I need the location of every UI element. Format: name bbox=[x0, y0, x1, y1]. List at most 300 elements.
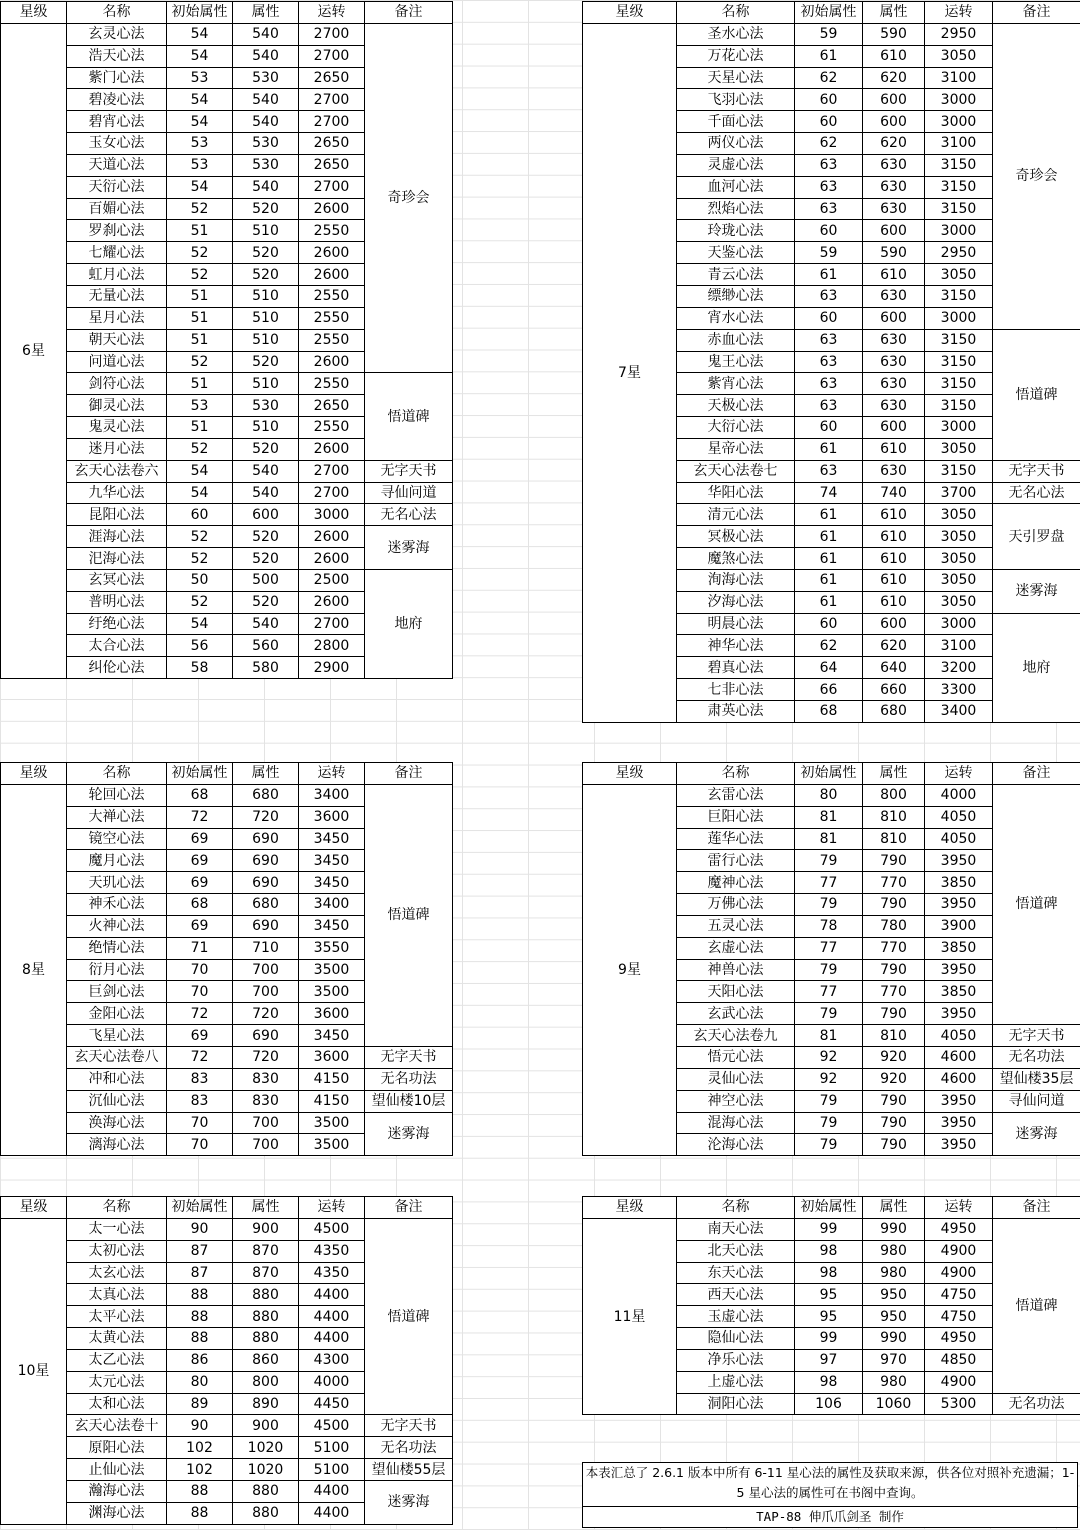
operation-cell: 4000 bbox=[299, 1371, 365, 1393]
base-attr-cell: 53 bbox=[167, 154, 233, 176]
column-header: 初始属性 bbox=[167, 763, 233, 785]
technique-name-cell: 洵海心法 bbox=[677, 569, 795, 591]
column-header: 属性 bbox=[863, 2, 925, 24]
column-header: 运转 bbox=[299, 763, 365, 785]
base-attr-cell: 63 bbox=[795, 198, 863, 220]
operation-cell: 5100 bbox=[299, 1437, 365, 1459]
technique-name-cell: 灵虚心法 bbox=[677, 154, 795, 176]
technique-name-cell: 千面心法 bbox=[677, 111, 795, 133]
operation-cell: 2550 bbox=[299, 220, 365, 242]
technique-name-cell: 迷月心法 bbox=[67, 438, 167, 460]
column-header: 备注 bbox=[365, 763, 453, 785]
attr-cell: 860 bbox=[233, 1349, 299, 1371]
technique-name-cell: 天鉴心法 bbox=[677, 242, 795, 264]
column-header: 属性 bbox=[863, 1197, 925, 1219]
base-attr-cell: 87 bbox=[167, 1262, 233, 1284]
technique-name-cell: 涣海心法 bbox=[67, 1112, 167, 1134]
operation-cell: 3600 bbox=[299, 1003, 365, 1025]
attr-cell: 880 bbox=[233, 1502, 299, 1524]
technique-name-cell: 神华心法 bbox=[677, 635, 795, 657]
base-attr-cell: 88 bbox=[167, 1328, 233, 1350]
attr-cell: 680 bbox=[233, 784, 299, 806]
attr-cell: 610 bbox=[863, 569, 925, 591]
table-row bbox=[1, 1068, 453, 1090]
base-attr-cell: 51 bbox=[167, 373, 233, 395]
base-attr-cell: 60 bbox=[795, 89, 863, 111]
source-note-cell: 无字天书 bbox=[365, 460, 453, 482]
technique-name-cell: 朝天心法 bbox=[67, 329, 167, 351]
attr-cell: 560 bbox=[233, 635, 299, 657]
base-attr-cell: 52 bbox=[167, 591, 233, 613]
operation-cell: 3450 bbox=[299, 1025, 365, 1047]
base-attr-cell: 71 bbox=[167, 937, 233, 959]
base-attr-cell: 51 bbox=[167, 220, 233, 242]
base-attr-cell: 79 bbox=[795, 959, 863, 981]
base-attr-cell: 63 bbox=[795, 176, 863, 198]
base-attr-cell: 99 bbox=[795, 1328, 863, 1350]
base-attr-cell: 63 bbox=[795, 395, 863, 417]
table-row bbox=[583, 784, 1080, 806]
star-level-cell: 6星 bbox=[1, 23, 67, 678]
operation-cell: 4350 bbox=[299, 1240, 365, 1262]
source-note-cell: 无字天书 bbox=[365, 1415, 453, 1437]
attr-cell: 700 bbox=[233, 1112, 299, 1134]
operation-cell: 3050 bbox=[925, 438, 993, 460]
operation-cell: 4150 bbox=[299, 1090, 365, 1112]
base-attr-cell: 81 bbox=[795, 1025, 863, 1047]
attr-cell: 900 bbox=[233, 1218, 299, 1240]
source-note-cell: 无名功法 bbox=[993, 1393, 1080, 1415]
source-note-cell: 迷雾海 bbox=[365, 526, 453, 570]
base-attr-cell: 74 bbox=[795, 482, 863, 504]
operation-cell: 2550 bbox=[299, 417, 365, 439]
technique-name-cell: 止仙心法 bbox=[67, 1459, 167, 1481]
attr-cell: 620 bbox=[863, 133, 925, 155]
attr-cell: 510 bbox=[233, 307, 299, 329]
star-level-cell: 11星 bbox=[583, 1218, 677, 1415]
operation-cell: 4750 bbox=[925, 1284, 993, 1306]
base-attr-cell: 54 bbox=[167, 482, 233, 504]
footnote-credit: TAP-88 伸爪爪剑圣 制作 bbox=[582, 1506, 1078, 1528]
operation-cell: 3400 bbox=[299, 894, 365, 916]
attr-cell: 530 bbox=[233, 154, 299, 176]
technique-name-cell: 圣水心法 bbox=[677, 23, 795, 45]
technique-name-cell: 五灵心法 bbox=[677, 915, 795, 937]
operation-cell: 3850 bbox=[925, 872, 993, 894]
base-attr-cell: 80 bbox=[795, 784, 863, 806]
table-row bbox=[1, 1046, 453, 1068]
attr-cell: 870 bbox=[233, 1240, 299, 1262]
operation-cell: 4050 bbox=[925, 828, 993, 850]
base-attr-cell: 68 bbox=[795, 701, 863, 723]
base-attr-cell: 60 bbox=[795, 111, 863, 133]
attr-cell: 700 bbox=[233, 959, 299, 981]
operation-cell: 3950 bbox=[925, 850, 993, 872]
operation-cell: 3500 bbox=[299, 981, 365, 1003]
base-attr-cell: 51 bbox=[167, 329, 233, 351]
technique-name-cell: 北天心法 bbox=[677, 1240, 795, 1262]
attr-cell: 600 bbox=[863, 89, 925, 111]
attr-cell: 520 bbox=[233, 526, 299, 548]
column-header: 属性 bbox=[233, 2, 299, 24]
technique-name-cell: 衍月心法 bbox=[67, 959, 167, 981]
technique-name-cell: 瀚海心法 bbox=[67, 1480, 167, 1502]
technique-name-cell: 缥缈心法 bbox=[677, 285, 795, 307]
operation-cell: 3450 bbox=[299, 872, 365, 894]
header-row bbox=[583, 1197, 1080, 1219]
operation-cell: 3950 bbox=[925, 1112, 993, 1134]
attr-cell: 780 bbox=[863, 915, 925, 937]
technique-name-cell: 天阳心法 bbox=[677, 981, 795, 1003]
technique-name-cell: 上虚心法 bbox=[677, 1371, 795, 1393]
operation-cell: 3150 bbox=[925, 329, 993, 351]
technique-name-cell: 太乙心法 bbox=[67, 1349, 167, 1371]
base-attr-cell: 62 bbox=[795, 635, 863, 657]
base-attr-cell: 78 bbox=[795, 915, 863, 937]
source-note-cell: 无名功法 bbox=[365, 1437, 453, 1459]
operation-cell: 4900 bbox=[925, 1240, 993, 1262]
star-table-8 bbox=[0, 762, 453, 1156]
base-attr-cell: 81 bbox=[795, 828, 863, 850]
technique-name-cell: 轮回心法 bbox=[67, 784, 167, 806]
operation-cell: 2650 bbox=[299, 67, 365, 89]
operation-cell: 2550 bbox=[299, 329, 365, 351]
attr-cell: 980 bbox=[863, 1240, 925, 1262]
technique-name-cell: 绝情心法 bbox=[67, 937, 167, 959]
technique-name-cell: 星帝心法 bbox=[677, 438, 795, 460]
base-attr-cell: 61 bbox=[795, 264, 863, 286]
base-attr-cell: 79 bbox=[795, 1134, 863, 1156]
column-header: 星级 bbox=[1, 2, 67, 24]
column-header: 属性 bbox=[863, 763, 925, 785]
base-attr-cell: 61 bbox=[795, 526, 863, 548]
technique-name-cell: 玉虚心法 bbox=[677, 1306, 795, 1328]
operation-cell: 3450 bbox=[299, 828, 365, 850]
operation-cell: 3000 bbox=[925, 111, 993, 133]
source-note-cell: 无字天书 bbox=[993, 1025, 1080, 1047]
base-attr-cell: 72 bbox=[167, 1003, 233, 1025]
operation-cell: 2700 bbox=[299, 89, 365, 111]
operation-cell: 3150 bbox=[925, 154, 993, 176]
attr-cell: 790 bbox=[863, 1112, 925, 1134]
technique-name-cell: 碧真心法 bbox=[677, 657, 795, 679]
operation-cell: 3700 bbox=[925, 482, 993, 504]
attr-cell: 600 bbox=[863, 307, 925, 329]
attr-cell: 610 bbox=[863, 526, 925, 548]
star-table-7 bbox=[582, 1, 1080, 723]
table-row bbox=[1, 526, 453, 548]
technique-name-cell: 无量心法 bbox=[67, 285, 167, 307]
technique-name-cell: 青云心法 bbox=[677, 264, 795, 286]
attr-cell: 770 bbox=[863, 872, 925, 894]
base-attr-cell: 66 bbox=[795, 679, 863, 701]
base-attr-cell: 92 bbox=[795, 1046, 863, 1068]
attr-cell: 900 bbox=[233, 1415, 299, 1437]
attr-cell: 630 bbox=[863, 176, 925, 198]
operation-cell: 2700 bbox=[299, 23, 365, 45]
header-row bbox=[1, 2, 453, 24]
base-attr-cell: 56 bbox=[167, 635, 233, 657]
operation-cell: 3500 bbox=[299, 1112, 365, 1134]
attr-cell: 700 bbox=[233, 981, 299, 1003]
base-attr-cell: 62 bbox=[795, 133, 863, 155]
technique-name-cell: 太和心法 bbox=[67, 1393, 167, 1415]
source-note-cell: 迷雾海 bbox=[993, 569, 1080, 613]
technique-name-cell: 天星心法 bbox=[677, 67, 795, 89]
operation-cell: 3950 bbox=[925, 1134, 993, 1156]
header-row bbox=[583, 2, 1080, 24]
technique-name-cell: 玄雷心法 bbox=[677, 784, 795, 806]
technique-name-cell: 漓海心法 bbox=[67, 1134, 167, 1156]
attr-cell: 810 bbox=[863, 828, 925, 850]
attr-cell: 990 bbox=[863, 1218, 925, 1240]
operation-cell: 3000 bbox=[925, 417, 993, 439]
technique-name-cell: 大禅心法 bbox=[67, 806, 167, 828]
technique-name-cell: 普明心法 bbox=[67, 591, 167, 613]
base-attr-cell: 51 bbox=[167, 417, 233, 439]
technique-name-cell: 玄天心法卷七 bbox=[677, 460, 795, 482]
footnote-text: 本表汇总了 2.6.1 版本中所有 6-11 星心法的属性及获取来源，供各位对照补充遗漏；1-5 星心法的属性可在书阁中查询。 bbox=[582, 1462, 1078, 1507]
base-attr-cell: 79 bbox=[795, 850, 863, 872]
technique-name-cell: 飞羽心法 bbox=[677, 89, 795, 111]
technique-name-cell: 紫门心法 bbox=[67, 67, 167, 89]
technique-name-cell: 太玄心法 bbox=[67, 1262, 167, 1284]
header-row bbox=[1, 1197, 453, 1219]
attr-cell: 630 bbox=[863, 373, 925, 395]
attr-cell: 950 bbox=[863, 1284, 925, 1306]
base-attr-cell: 79 bbox=[795, 1003, 863, 1025]
base-attr-cell: 52 bbox=[167, 438, 233, 460]
attr-cell: 790 bbox=[863, 1090, 925, 1112]
source-note-cell: 悟道碑 bbox=[365, 373, 453, 460]
technique-name-cell: 鬼王心法 bbox=[677, 351, 795, 373]
operation-cell: 4750 bbox=[925, 1306, 993, 1328]
technique-name-cell: 问道心法 bbox=[67, 351, 167, 373]
operation-cell: 3300 bbox=[925, 679, 993, 701]
attr-cell: 610 bbox=[863, 438, 925, 460]
operation-cell: 3050 bbox=[925, 548, 993, 570]
attr-cell: 950 bbox=[863, 1306, 925, 1328]
attr-cell: 690 bbox=[233, 1025, 299, 1047]
base-attr-cell: 69 bbox=[167, 915, 233, 937]
attr-cell: 970 bbox=[863, 1349, 925, 1371]
operation-cell: 3150 bbox=[925, 198, 993, 220]
operation-cell: 3500 bbox=[299, 1134, 365, 1156]
table-row bbox=[1, 1218, 453, 1240]
attr-cell: 680 bbox=[233, 894, 299, 916]
technique-name-cell: 莲华心法 bbox=[677, 828, 795, 850]
operation-cell: 4400 bbox=[299, 1328, 365, 1350]
attr-cell: 520 bbox=[233, 242, 299, 264]
base-attr-cell: 52 bbox=[167, 198, 233, 220]
attr-cell: 610 bbox=[863, 45, 925, 67]
column-header: 备注 bbox=[365, 2, 453, 24]
technique-name-cell: 剑符心法 bbox=[67, 373, 167, 395]
technique-name-cell: 太初心法 bbox=[67, 1240, 167, 1262]
source-note-cell: 悟道碑 bbox=[365, 784, 453, 1046]
base-attr-cell: 77 bbox=[795, 981, 863, 1003]
technique-name-cell: 冥极心法 bbox=[677, 526, 795, 548]
attr-cell: 590 bbox=[863, 23, 925, 45]
column-header: 运转 bbox=[925, 1197, 993, 1219]
attr-cell: 690 bbox=[233, 850, 299, 872]
base-attr-cell: 54 bbox=[167, 89, 233, 111]
column-header: 名称 bbox=[677, 2, 795, 24]
base-attr-cell: 88 bbox=[167, 1306, 233, 1328]
source-note-cell: 悟道碑 bbox=[993, 329, 1080, 460]
operation-cell: 4350 bbox=[299, 1262, 365, 1284]
operation-cell: 5100 bbox=[299, 1459, 365, 1481]
attr-cell: 700 bbox=[233, 1134, 299, 1156]
attr-cell: 620 bbox=[863, 635, 925, 657]
source-note-cell: 无名功法 bbox=[365, 1068, 453, 1090]
attr-cell: 540 bbox=[233, 176, 299, 198]
attr-cell: 720 bbox=[233, 1003, 299, 1025]
technique-name-cell: 紫宵心法 bbox=[677, 373, 795, 395]
base-attr-cell: 63 bbox=[795, 373, 863, 395]
attr-cell: 610 bbox=[863, 504, 925, 526]
attr-cell: 740 bbox=[863, 482, 925, 504]
base-attr-cell: 63 bbox=[795, 329, 863, 351]
operation-cell: 4000 bbox=[925, 784, 993, 806]
base-attr-cell: 61 bbox=[795, 569, 863, 591]
base-attr-cell: 98 bbox=[795, 1262, 863, 1284]
attr-cell: 690 bbox=[233, 828, 299, 850]
operation-cell: 3000 bbox=[299, 504, 365, 526]
source-note-cell: 悟道碑 bbox=[993, 1218, 1080, 1393]
source-note-cell: 望仙楼10层 bbox=[365, 1090, 453, 1112]
operation-cell: 3600 bbox=[299, 1046, 365, 1068]
base-attr-cell: 59 bbox=[795, 242, 863, 264]
base-attr-cell: 60 bbox=[167, 504, 233, 526]
technique-name-cell: 火神心法 bbox=[67, 915, 167, 937]
technique-name-cell: 玄虚心法 bbox=[677, 937, 795, 959]
operation-cell: 4850 bbox=[925, 1349, 993, 1371]
column-header: 备注 bbox=[365, 1197, 453, 1219]
base-attr-cell: 58 bbox=[167, 657, 233, 679]
operation-cell: 4600 bbox=[925, 1068, 993, 1090]
base-attr-cell: 64 bbox=[795, 657, 863, 679]
attr-cell: 520 bbox=[233, 264, 299, 286]
attr-cell: 600 bbox=[233, 504, 299, 526]
attr-cell: 630 bbox=[863, 329, 925, 351]
attr-cell: 980 bbox=[863, 1371, 925, 1393]
attr-cell: 720 bbox=[233, 1046, 299, 1068]
base-attr-cell: 59 bbox=[795, 23, 863, 45]
column-header: 名称 bbox=[67, 763, 167, 785]
operation-cell: 3500 bbox=[299, 959, 365, 981]
technique-name-cell: 涯海心法 bbox=[67, 526, 167, 548]
table-row bbox=[1, 569, 453, 591]
source-note-cell: 无字天书 bbox=[993, 460, 1080, 482]
base-attr-cell: 61 bbox=[795, 591, 863, 613]
column-header: 备注 bbox=[993, 2, 1080, 24]
attr-cell: 790 bbox=[863, 959, 925, 981]
star-table-10 bbox=[0, 1196, 453, 1525]
attr-cell: 620 bbox=[863, 67, 925, 89]
operation-cell: 3600 bbox=[299, 806, 365, 828]
attr-cell: 520 bbox=[233, 351, 299, 373]
technique-name-cell: 太元心法 bbox=[67, 1371, 167, 1393]
attr-cell: 610 bbox=[863, 591, 925, 613]
operation-cell: 4600 bbox=[925, 1046, 993, 1068]
technique-name-cell: 飞星心法 bbox=[67, 1025, 167, 1047]
column-header: 运转 bbox=[299, 2, 365, 24]
operation-cell: 3950 bbox=[925, 894, 993, 916]
table-row bbox=[1, 504, 453, 526]
base-attr-cell: 61 bbox=[795, 45, 863, 67]
technique-name-cell: 万佛心法 bbox=[677, 894, 795, 916]
base-attr-cell: 92 bbox=[795, 1068, 863, 1090]
operation-cell: 3150 bbox=[925, 176, 993, 198]
technique-name-cell: 两仪心法 bbox=[677, 133, 795, 155]
technique-name-cell: 太一心法 bbox=[67, 1218, 167, 1240]
technique-name-cell: 太合心法 bbox=[67, 635, 167, 657]
base-attr-cell: 80 bbox=[167, 1371, 233, 1393]
operation-cell: 3150 bbox=[925, 395, 993, 417]
base-attr-cell: 106 bbox=[795, 1393, 863, 1415]
technique-name-cell: 太平心法 bbox=[67, 1306, 167, 1328]
base-attr-cell: 99 bbox=[795, 1218, 863, 1240]
attr-cell: 680 bbox=[863, 701, 925, 723]
column-header: 名称 bbox=[67, 1197, 167, 1219]
base-attr-cell: 60 bbox=[795, 307, 863, 329]
footnote-box bbox=[582, 1462, 1078, 1528]
attr-cell: 530 bbox=[233, 67, 299, 89]
operation-cell: 2600 bbox=[299, 548, 365, 570]
attr-cell: 600 bbox=[863, 111, 925, 133]
attr-cell: 510 bbox=[233, 220, 299, 242]
column-header: 星级 bbox=[583, 763, 677, 785]
technique-name-cell: 碧凌心法 bbox=[67, 89, 167, 111]
operation-cell: 4950 bbox=[925, 1218, 993, 1240]
base-attr-cell: 72 bbox=[167, 806, 233, 828]
base-attr-cell: 51 bbox=[167, 307, 233, 329]
technique-name-cell: 玄天心法卷九 bbox=[677, 1025, 795, 1047]
technique-name-cell: 七非心法 bbox=[677, 679, 795, 701]
attr-cell: 610 bbox=[863, 264, 925, 286]
base-attr-cell: 54 bbox=[167, 111, 233, 133]
technique-name-cell: 神兽心法 bbox=[677, 959, 795, 981]
technique-name-cell: 九华心法 bbox=[67, 482, 167, 504]
source-note-cell: 无字天书 bbox=[365, 1046, 453, 1068]
attr-cell: 580 bbox=[233, 657, 299, 679]
column-header: 名称 bbox=[677, 763, 795, 785]
base-attr-cell: 52 bbox=[167, 264, 233, 286]
operation-cell: 2600 bbox=[299, 526, 365, 548]
base-attr-cell: 88 bbox=[167, 1502, 233, 1524]
star-level-cell: 7星 bbox=[583, 23, 677, 722]
base-attr-cell: 68 bbox=[167, 894, 233, 916]
operation-cell: 4400 bbox=[299, 1480, 365, 1502]
column-header: 星级 bbox=[1, 1197, 67, 1219]
table-row bbox=[1, 1090, 453, 1112]
source-note-cell: 地府 bbox=[365, 569, 453, 678]
operation-cell: 3150 bbox=[925, 460, 993, 482]
attr-cell: 790 bbox=[863, 1003, 925, 1025]
base-attr-cell: 54 bbox=[167, 23, 233, 45]
header-row bbox=[1, 763, 453, 785]
source-note-cell: 地府 bbox=[993, 613, 1080, 722]
source-note-cell: 寻仙问道 bbox=[365, 482, 453, 504]
technique-name-cell: 魔神心法 bbox=[677, 872, 795, 894]
operation-cell: 2600 bbox=[299, 438, 365, 460]
operation-cell: 2950 bbox=[925, 242, 993, 264]
column-header: 名称 bbox=[67, 2, 167, 24]
base-attr-cell: 79 bbox=[795, 894, 863, 916]
operation-cell: 3950 bbox=[925, 1090, 993, 1112]
technique-name-cell: 巨剑心法 bbox=[67, 981, 167, 1003]
